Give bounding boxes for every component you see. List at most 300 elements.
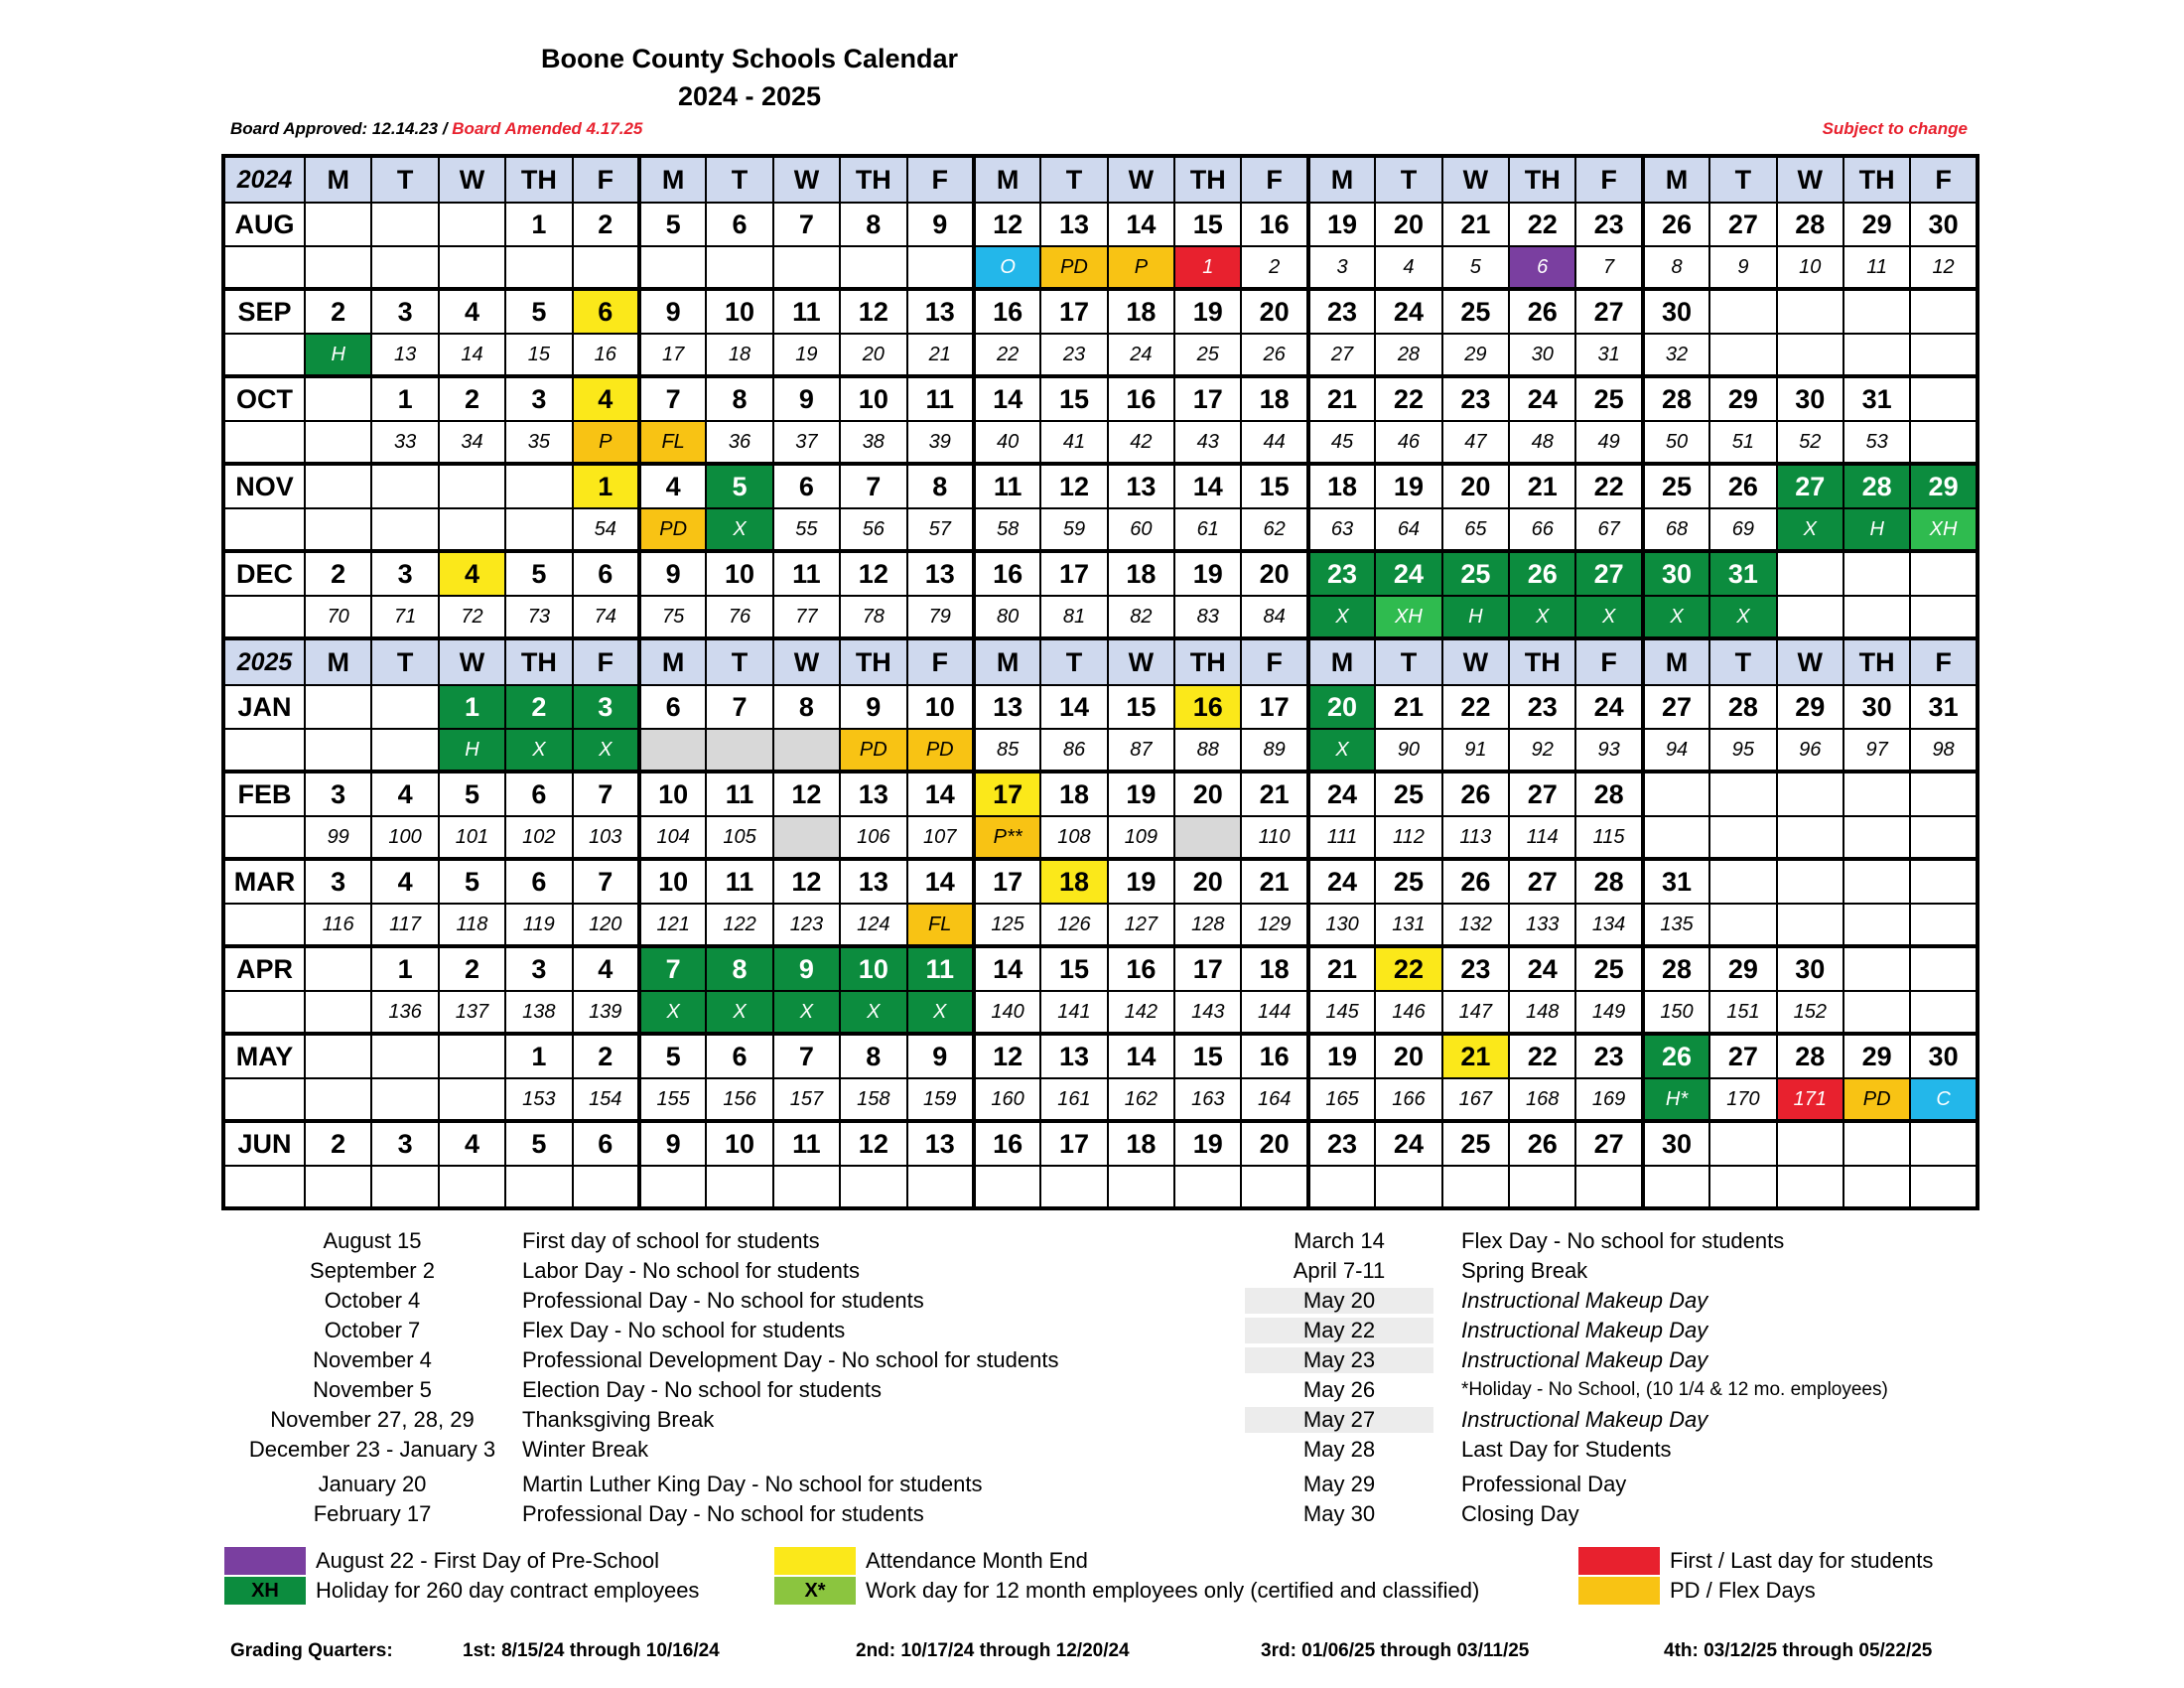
calendar-date: 16: [1174, 685, 1241, 729]
calendar-date: 5: [706, 464, 772, 508]
calendar-date: 26: [1442, 772, 1509, 816]
calendar-date: 14: [974, 376, 1040, 421]
school-day-mark: [371, 729, 438, 772]
calendar-date: 23: [1308, 289, 1375, 334]
calendar-date: 27: [1575, 551, 1642, 596]
school-day-mark: 157: [773, 1078, 840, 1121]
school-day-mark: 138: [505, 991, 572, 1034]
calendar-date: 16: [1108, 946, 1174, 991]
calendar-date: 15: [1040, 946, 1107, 991]
school-day-mark: [706, 1166, 772, 1208]
school-day-mark: [1910, 596, 1977, 638]
calendar-date: 20: [1241, 289, 1307, 334]
calendar-date: [1709, 772, 1776, 816]
calendar-date: 18: [1241, 376, 1307, 421]
school-day-mark: 147: [1442, 991, 1509, 1034]
year-label: 2025: [223, 638, 305, 685]
calendar-date: 15: [1174, 1034, 1241, 1078]
school-day-mark: 81: [1040, 596, 1107, 638]
school-day-mark: [1241, 1166, 1307, 1208]
month-label: FEB: [223, 772, 305, 816]
calendar-date: 10: [706, 1121, 772, 1166]
weekday-header: M: [305, 156, 371, 203]
school-day-mark: 108: [1040, 816, 1107, 859]
school-day-mark: 118: [439, 904, 505, 946]
school-day-mark: 19: [773, 334, 840, 376]
calendar-date: 27: [1643, 685, 1709, 729]
calendar-date: 8: [840, 1034, 906, 1078]
calendar-date: 2: [505, 685, 572, 729]
calendar-date: [1910, 289, 1977, 334]
calendar-date: [1777, 772, 1843, 816]
school-day-mark: [1643, 816, 1709, 859]
calendar-date: 24: [1375, 1121, 1441, 1166]
weekday-header: T: [706, 156, 772, 203]
event-description: First day of school for students: [522, 1228, 820, 1253]
calendar-date: 14: [907, 772, 974, 816]
calendar-date: 20: [1174, 859, 1241, 904]
school-day-mark: 2: [1241, 246, 1307, 289]
school-day-mark: X: [573, 729, 639, 772]
school-day-mark: [305, 729, 371, 772]
calendar-date: 19: [1308, 203, 1375, 246]
calendar-date: 17: [1174, 376, 1241, 421]
calendar-date: 6: [505, 859, 572, 904]
calendar-date: 13: [840, 772, 906, 816]
school-day-mark: 151: [1709, 991, 1776, 1034]
school-day-mark: [305, 991, 371, 1034]
event-description: Flex Day - No school for students: [1461, 1228, 1785, 1253]
calendar-date: 22: [1509, 203, 1575, 246]
month-label-spacer: [223, 1078, 305, 1121]
school-day-mark: 120: [573, 904, 639, 946]
calendar-date: 21: [1241, 772, 1307, 816]
school-day-mark: [639, 246, 706, 289]
calendar-date: 11: [773, 289, 840, 334]
school-day-mark: 97: [1843, 729, 1910, 772]
school-day-mark: X: [773, 991, 840, 1034]
calendar-date: 13: [1108, 464, 1174, 508]
calendar-date: 4: [439, 289, 505, 334]
school-day-mark: 20: [840, 334, 906, 376]
school-day-mark: X: [706, 991, 772, 1034]
event-date: March 14: [1294, 1228, 1385, 1253]
calendar-date: 17: [1174, 946, 1241, 991]
calendar-date: 3: [371, 1121, 438, 1166]
school-day-mark: [1843, 1166, 1910, 1208]
school-day-mark: H: [1843, 508, 1910, 551]
calendar-date: 7: [573, 772, 639, 816]
event-description: Closing Day: [1461, 1501, 1579, 1526]
school-day-mark: 30: [1509, 334, 1575, 376]
calendar-date: 18: [1108, 289, 1174, 334]
school-day-mark: 32: [1643, 334, 1709, 376]
calendar-date: 5: [439, 772, 505, 816]
weekday-header: W: [1777, 156, 1843, 203]
calendar-date: 22: [1509, 1034, 1575, 1078]
calendar-date: 7: [840, 464, 906, 508]
grading-quarter-4: 4th: 03/12/25 through 05/22/25: [1664, 1640, 1933, 1661]
calendar-date: 8: [706, 376, 772, 421]
school-day-mark: 12: [1910, 246, 1977, 289]
calendar-date: [1709, 1121, 1776, 1166]
school-day-mark: 47: [1442, 421, 1509, 464]
month-label: OCT: [223, 376, 305, 421]
calendar-date: 10: [639, 859, 706, 904]
calendar-date: [1777, 1121, 1843, 1166]
school-day-mark: 50: [1643, 421, 1709, 464]
school-day-mark: [639, 729, 706, 772]
school-day-mark: 83: [1174, 596, 1241, 638]
calendar-date: 1: [371, 376, 438, 421]
calendar-date: [1777, 289, 1843, 334]
school-day-mark: [1575, 1166, 1642, 1208]
calendar-date: 7: [573, 859, 639, 904]
legend-swatch: XH: [224, 1577, 306, 1605]
calendar-date: 16: [1108, 376, 1174, 421]
school-day-mark: 17: [639, 334, 706, 376]
school-day-mark: 13: [371, 334, 438, 376]
calendar-date: [1910, 772, 1977, 816]
calendar-date: 12: [840, 1121, 906, 1166]
school-day-mark: 137: [439, 991, 505, 1034]
school-day-mark: 34: [439, 421, 505, 464]
calendar-date: 30: [1777, 376, 1843, 421]
weekday-header: T: [1375, 638, 1441, 685]
board-amended-text: Board Amended 4.17.25: [452, 119, 643, 138]
month-dates-row: [223, 946, 1978, 991]
school-day-mark: 25: [1174, 334, 1241, 376]
grading-quarter-2: 2nd: 10/17/24 through 12/20/24: [856, 1640, 1130, 1661]
month-dates-row: [223, 1034, 1978, 1078]
school-day-mark: [1643, 1166, 1709, 1208]
calendar-date: [371, 1034, 438, 1078]
month-marks-row: [223, 816, 1978, 859]
event-date: November 4: [313, 1347, 432, 1372]
school-day-mark: 29: [1442, 334, 1509, 376]
weekday-header: F: [573, 156, 639, 203]
calendar-date: 4: [371, 859, 438, 904]
event-description: Flex Day - No school for students: [522, 1318, 846, 1342]
school-day-mark: [305, 246, 371, 289]
month-dates-row: [223, 1121, 1978, 1166]
calendar-date: 11: [773, 1121, 840, 1166]
month-marks-row: [223, 904, 1978, 946]
school-day-mark: 41: [1040, 421, 1107, 464]
calendar-date: [1843, 289, 1910, 334]
calendar-date: 31: [1709, 551, 1776, 596]
month-label-spacer: [223, 1166, 305, 1208]
calendar-date: 30: [1910, 203, 1977, 246]
school-day-mark: 164: [1241, 1078, 1307, 1121]
calendar-date: [439, 1034, 505, 1078]
school-day-mark: 86: [1040, 729, 1107, 772]
school-day-mark: 53: [1843, 421, 1910, 464]
calendar-date: [439, 203, 505, 246]
calendar-date: 4: [439, 1121, 505, 1166]
month-label-spacer: [223, 246, 305, 289]
calendar-date: 26: [1643, 203, 1709, 246]
weekday-header: W: [1777, 638, 1843, 685]
month-marks-row: [223, 334, 1978, 376]
calendar-date: 18: [1241, 946, 1307, 991]
event-date: September 2: [310, 1258, 435, 1283]
calendar-date: 18: [1108, 1121, 1174, 1166]
event-date: May 23: [1245, 1347, 1433, 1373]
school-day-mark: [1174, 1166, 1241, 1208]
weekday-header: W: [773, 638, 840, 685]
calendar-date: 8: [706, 946, 772, 991]
calendar-date: 10: [907, 685, 974, 729]
school-day-mark: 15: [505, 334, 572, 376]
school-day-mark: 35: [505, 421, 572, 464]
calendar-date: 29: [1910, 464, 1977, 508]
school-day-mark: [1308, 1166, 1375, 1208]
calendar-date: 24: [1375, 551, 1441, 596]
event-description: Thanksgiving Break: [522, 1407, 715, 1432]
school-day-mark: [1777, 816, 1843, 859]
calendar-date: 26: [1509, 289, 1575, 334]
calendar-date: [1910, 946, 1977, 991]
calendar-date: 25: [1575, 376, 1642, 421]
school-day-mark: 106: [840, 816, 906, 859]
school-day-mark: 154: [573, 1078, 639, 1121]
calendar-date: 26: [1442, 859, 1509, 904]
school-day-mark: 116: [305, 904, 371, 946]
school-day-mark: 152: [1777, 991, 1843, 1034]
school-day-mark: 141: [1040, 991, 1107, 1034]
school-day-mark: 93: [1575, 729, 1642, 772]
school-day-mark: [439, 1078, 505, 1121]
calendar-date: 14: [974, 946, 1040, 991]
school-day-mark: 59: [1040, 508, 1107, 551]
calendar-date: 2: [305, 1121, 371, 1166]
school-day-mark: 107: [907, 816, 974, 859]
calendar-date: 21: [1442, 203, 1509, 246]
calendar-date: 12: [974, 1034, 1040, 1078]
school-day-mark: 21: [907, 334, 974, 376]
calendar-date: 12: [773, 859, 840, 904]
school-day-mark: [505, 246, 572, 289]
school-day-mark: 100: [371, 816, 438, 859]
school-day-mark: 123: [773, 904, 840, 946]
weekday-header: M: [305, 638, 371, 685]
calendar-date: 8: [840, 203, 906, 246]
month-label: SEP: [223, 289, 305, 334]
calendar-date: [1777, 551, 1843, 596]
school-day-mark: 99: [305, 816, 371, 859]
school-day-mark: 49: [1575, 421, 1642, 464]
month-dates-row: [223, 859, 1978, 904]
calendar-date: 23: [1308, 1121, 1375, 1166]
event-description: Instructional Makeup Day: [1461, 1407, 1708, 1432]
school-day-mark: [371, 1078, 438, 1121]
calendar-date: 27: [1509, 859, 1575, 904]
calendar-date: 19: [1308, 1034, 1375, 1078]
school-day-mark: X: [706, 508, 772, 551]
school-day-mark: 1: [1174, 246, 1241, 289]
calendar-date: 15: [1108, 685, 1174, 729]
school-day-mark: 103: [573, 816, 639, 859]
month-label-spacer: [223, 421, 305, 464]
calendar-date: 4: [439, 551, 505, 596]
school-day-mark: 114: [1509, 816, 1575, 859]
weekday-header: T: [1709, 156, 1776, 203]
month-dates-row: [223, 203, 1978, 246]
calendar-date: 9: [907, 1034, 974, 1078]
school-day-mark: 37: [773, 421, 840, 464]
school-day-mark: XH: [1375, 596, 1441, 638]
weekday-header: W: [1108, 638, 1174, 685]
event-description: Election Day - No school for students: [522, 1377, 882, 1402]
school-day-mark: 57: [907, 508, 974, 551]
calendar-date: 30: [1643, 289, 1709, 334]
calendar-date: 4: [573, 946, 639, 991]
calendar-date: [305, 946, 371, 991]
weekday-header: T: [371, 156, 438, 203]
school-day-mark: [371, 1166, 438, 1208]
school-day-mark: 24: [1108, 334, 1174, 376]
school-day-mark: 39: [907, 421, 974, 464]
school-day-mark: 26: [1241, 334, 1307, 376]
event-date: April 7-11: [1293, 1258, 1386, 1283]
event-date: February 17: [313, 1501, 432, 1526]
month-label: MAY: [223, 1034, 305, 1078]
calendar-date: 2: [573, 1034, 639, 1078]
weekday-header: TH: [1843, 638, 1910, 685]
calendar-date: 24: [1308, 859, 1375, 904]
calendar-date: 19: [1174, 289, 1241, 334]
weekday-header: F: [1910, 156, 1977, 203]
calendar-date: 4: [573, 376, 639, 421]
weekday-header: T: [1040, 638, 1107, 685]
school-day-mark: H: [305, 334, 371, 376]
calendar-date: 29: [1843, 203, 1910, 246]
calendar-date: 16: [1241, 1034, 1307, 1078]
calendar-date: 16: [1241, 203, 1307, 246]
calendar-date: [1910, 551, 1977, 596]
weekday-header: F: [907, 638, 974, 685]
month-dates-row: [223, 551, 1978, 596]
school-day-mark: [1843, 334, 1910, 376]
event-description: Spring Break: [1461, 1258, 1588, 1283]
school-day-mark: 10: [1777, 246, 1843, 289]
school-day-mark: 126: [1040, 904, 1107, 946]
calendar-date: 18: [1040, 859, 1107, 904]
school-day-mark: X: [1643, 596, 1709, 638]
weekday-header: TH: [505, 638, 572, 685]
month-marks-row: [223, 596, 1978, 638]
school-day-mark: P: [573, 421, 639, 464]
calendar-date: [371, 685, 438, 729]
event-date: November 27, 28, 29: [270, 1407, 475, 1432]
legend-text: Holiday for 260 day contract employees: [316, 1578, 700, 1603]
school-day-mark: 96: [1777, 729, 1843, 772]
calendar-date: [1910, 859, 1977, 904]
calendar-date: 20: [1241, 1121, 1307, 1166]
school-day-mark: 92: [1509, 729, 1575, 772]
month-label: AUG: [223, 203, 305, 246]
school-day-mark: 33: [371, 421, 438, 464]
school-day-mark: 162: [1108, 1078, 1174, 1121]
school-day-mark: 70: [305, 596, 371, 638]
calendar-date: 30: [1777, 946, 1843, 991]
calendar-date: 7: [639, 946, 706, 991]
school-day-mark: 23: [1040, 334, 1107, 376]
school-day-mark: 109: [1108, 816, 1174, 859]
school-day-mark: [907, 246, 974, 289]
school-day-mark: 76: [706, 596, 772, 638]
legend-swatch: [774, 1547, 856, 1575]
school-day-mark: 40: [974, 421, 1040, 464]
month-dates-row: [223, 685, 1978, 729]
event-date: October 7: [324, 1318, 421, 1342]
school-day-mark: H: [1442, 596, 1509, 638]
school-day-mark: 150: [1643, 991, 1709, 1034]
school-day-mark: 69: [1709, 508, 1776, 551]
calendar-date: [1777, 859, 1843, 904]
school-day-mark: 131: [1375, 904, 1441, 946]
calendar-date: 10: [840, 376, 906, 421]
calendar-date: 6: [639, 685, 706, 729]
calendar-date: 25: [1575, 946, 1642, 991]
calendar-date: 18: [1308, 464, 1375, 508]
school-day-mark: [1910, 421, 1977, 464]
school-day-mark: 168: [1509, 1078, 1575, 1121]
school-day-mark: 5: [1442, 246, 1509, 289]
school-day-mark: 94: [1643, 729, 1709, 772]
school-day-mark: 95: [1709, 729, 1776, 772]
school-day-mark: [1709, 816, 1776, 859]
school-day-mark: 9: [1709, 246, 1776, 289]
school-day-mark: 163: [1174, 1078, 1241, 1121]
event-description: Professional Day - No school for students: [522, 1501, 924, 1526]
school-day-mark: [439, 508, 505, 551]
calendar-date: 21: [1308, 376, 1375, 421]
calendar-date: 9: [773, 946, 840, 991]
school-day-mark: [773, 729, 840, 772]
weekday-header: W: [439, 156, 505, 203]
event-date: May 22: [1245, 1318, 1433, 1343]
school-day-mark: 135: [1643, 904, 1709, 946]
weekday-header: F: [907, 156, 974, 203]
school-day-mark: [1910, 1166, 1977, 1208]
school-day-mark: [573, 246, 639, 289]
school-day-mark: X: [1509, 596, 1575, 638]
calendar-date: 10: [639, 772, 706, 816]
event-date: May 30: [1302, 1501, 1376, 1526]
month-label: DEC: [223, 551, 305, 596]
event-date: May 20: [1245, 1288, 1433, 1314]
school-day-mark: 27: [1308, 334, 1375, 376]
school-day-mark: 133: [1509, 904, 1575, 946]
school-day-mark: [1509, 1166, 1575, 1208]
calendar-grid: [221, 154, 1979, 1210]
school-day-mark: [1910, 991, 1977, 1034]
legend-text: August 22 - First Day of Pre-School: [316, 1548, 660, 1573]
calendar-date: 27: [1777, 464, 1843, 508]
calendar-date: 20: [1174, 772, 1241, 816]
calendar-date: 26: [1509, 551, 1575, 596]
calendar-date: 24: [1308, 772, 1375, 816]
school-day-mark: [1910, 816, 1977, 859]
weekday-header: T: [1709, 638, 1776, 685]
school-day-mark: [1375, 1166, 1441, 1208]
school-day-mark: 98: [1910, 729, 1977, 772]
school-day-mark: 143: [1174, 991, 1241, 1034]
school-day-mark: 90: [1375, 729, 1441, 772]
calendar-date: 21: [1442, 1034, 1509, 1078]
